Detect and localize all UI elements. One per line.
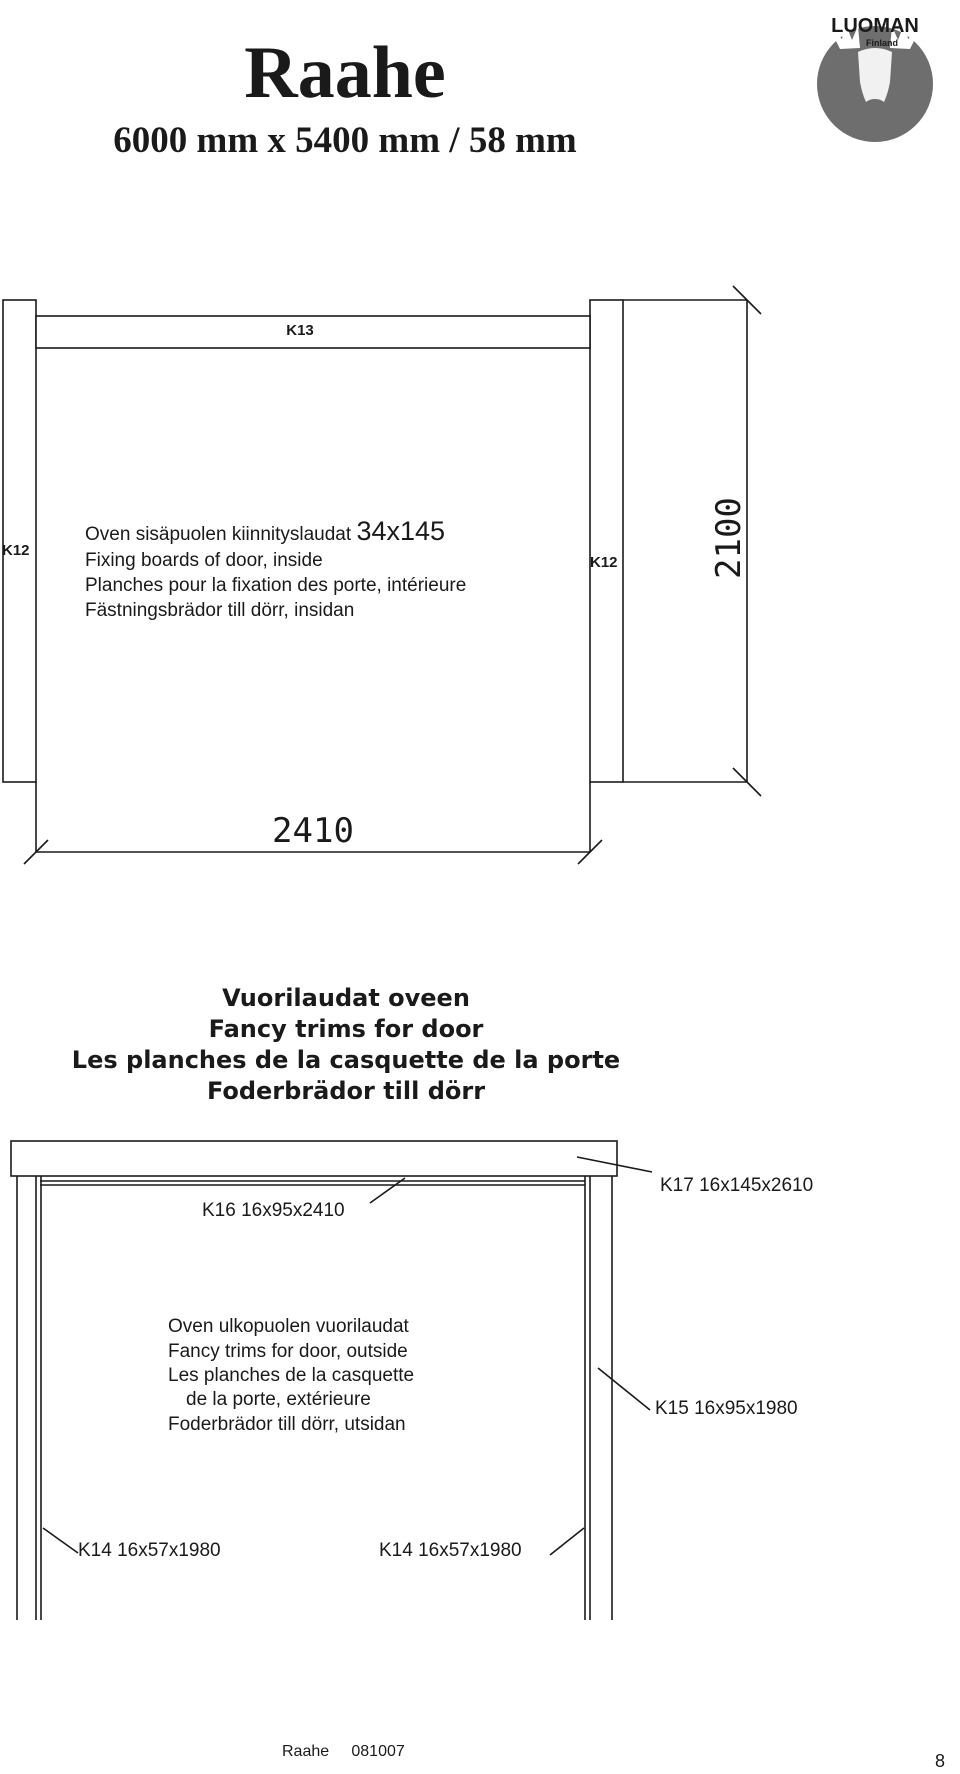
logo-brand: LUOMAN <box>831 15 919 37</box>
note-outside-fi: Oven ulkopuolen vuorilaudat <box>168 1316 409 1337</box>
note-inside-sv: Fästningsbrädor till dörr, insidan <box>85 600 355 621</box>
note-outside-fr-2: de la porte, extérieure <box>186 1389 371 1410</box>
k12-left-label: K12 <box>2 542 30 559</box>
k15-label: K15 16x95x1980 <box>655 1398 798 1419</box>
note-outside-fr-1: Les planches de la casquette <box>168 1365 415 1386</box>
note-inside-en: Fixing boards of door, inside <box>85 550 323 571</box>
k12-right-label: K12 <box>590 554 618 571</box>
trims-heading-fr: Les planches de la casquette de la porte <box>71 1046 621 1074</box>
k14-left-label: K14 16x57x1980 <box>78 1540 221 1561</box>
footer-code: Raahe 081007 <box>282 1743 405 1760</box>
dim-height-value: 2100 <box>709 497 749 579</box>
k14-right-leader <box>550 1528 584 1555</box>
dim-width-value: 2410 <box>272 811 354 851</box>
k15-leader <box>598 1368 650 1410</box>
k17-top-trim <box>11 1141 617 1176</box>
page-number: 8 <box>935 1751 946 1771</box>
note-inside-size: 34x145 <box>356 516 446 546</box>
note-inside-fi <box>85 516 445 546</box>
k13-label: K13 <box>286 322 314 339</box>
note-outside-sv: Foderbrädor till dörr, utsidan <box>168 1414 406 1435</box>
note-outside-en: Fancy trims for door, outside <box>168 1341 408 1362</box>
trims-heading-en: Fancy trims for door <box>208 1015 484 1043</box>
k12-left-post <box>3 300 36 782</box>
k17-label: K17 16x145x2610 <box>660 1175 814 1196</box>
trims-heading-sv: Foderbrädor till dörr <box>206 1077 486 1105</box>
k14-left-leader <box>43 1528 78 1553</box>
logo-country: Finland <box>866 38 898 48</box>
k12-right-post <box>590 300 623 782</box>
k16-label: K16 16x95x2410 <box>202 1200 345 1221</box>
trims-heading <box>0 983 692 1107</box>
trims-heading-fi: Vuorilaudat oveen <box>222 984 470 1012</box>
k14-right-label: K14 16x57x1980 <box>379 1540 522 1561</box>
page-subtitle: 6000 mm x 5400 mm / 58 mm <box>113 120 577 161</box>
page-title: Raahe <box>244 32 446 114</box>
note-inside-fi-text: Oven sisäpuolen kiinnityslaudat <box>85 524 352 545</box>
note-inside-fr: Planches pour la fixation des porte, intérieure <box>85 575 467 596</box>
